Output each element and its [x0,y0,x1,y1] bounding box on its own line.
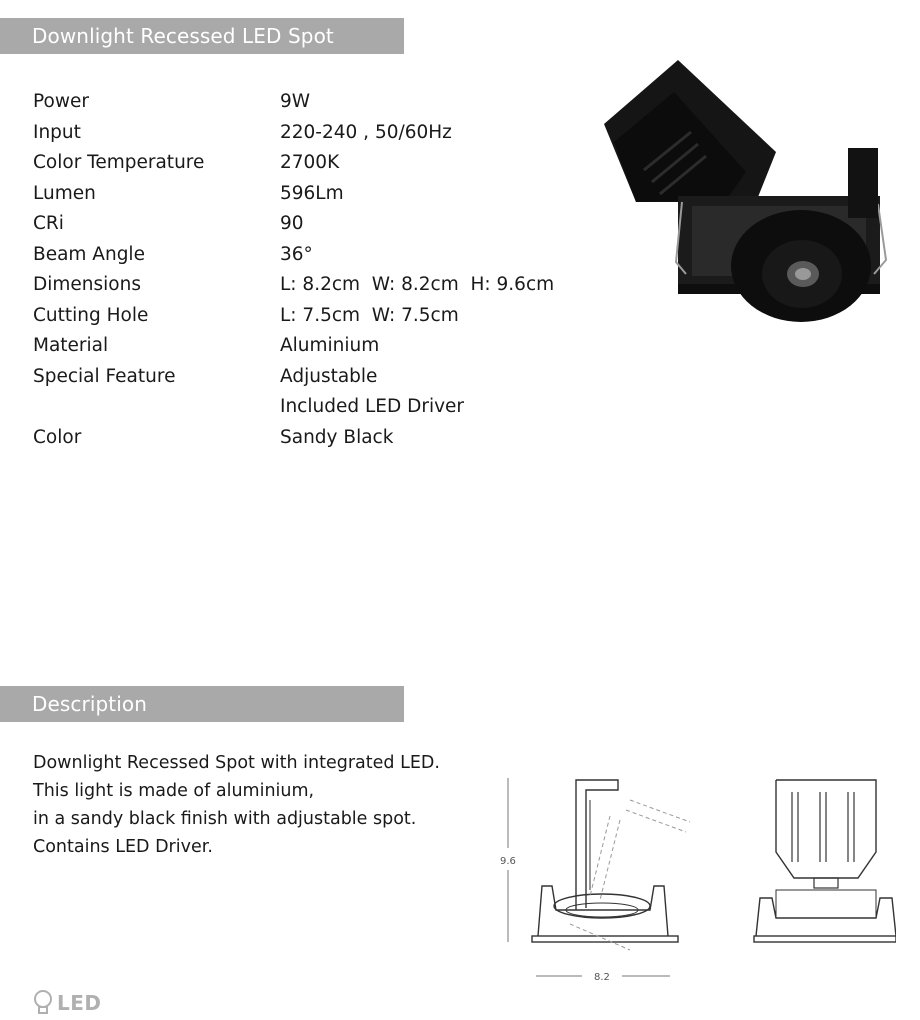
description-line: in a sandy black finish with adjustable spot. [33,809,417,829]
spec-label: Color [33,426,82,448]
technical-drawing-side [490,770,710,990]
spec-label: Input [33,121,81,143]
spec-value: Adjustable [280,365,378,387]
spec-value: Aluminium [280,335,380,356]
spec-value: L: 7.5cm W: 7.5cm [280,304,459,326]
spec-value: 36° [280,243,313,265]
spec-label: Lumen [33,182,96,204]
spec-value: L: 8.2cm W: 8.2cm H: 9.6cm [280,274,555,295]
spec-label: Special Feature [33,365,176,387]
spec-label: Dimensions [33,274,141,295]
spec-label: Cutting Hole [33,304,149,326]
spec-label: Power [33,91,89,112]
spec-label: CRi [33,213,64,234]
spec-value: Sandy Black [280,426,394,448]
bulb-icon [33,990,53,1016]
spec-label: Material [33,335,109,356]
spec-label: Color Temperature [33,152,205,173]
spec-value: 2700K [280,152,340,173]
footer-logo [33,990,102,1016]
description-text [33,749,440,861]
description-line: Contains LED Driver. [33,837,213,857]
height-dimension-label: 9.6 [500,856,516,867]
spec-value: Included LED Driver [280,396,465,417]
spec-value: 596Lm [280,182,344,204]
spec-label: Beam Angle [33,243,145,265]
spec-value: 90 [280,213,304,234]
description-line: Downlight Recessed Spot with integrated LED. [33,753,440,773]
description-title: Description [0,686,404,722]
technical-drawing-front [746,770,896,950]
spec-value: 9W [280,91,311,112]
width-dimension-label: 8.2 [594,972,610,983]
page-title: Downlight Recessed LED Spot [0,18,404,54]
logo-text: LED [57,991,102,1015]
spec-value: 220-240 , 50/60Hz [280,121,452,143]
description-line: This light is made of aluminium, [33,781,315,801]
product-photo [596,52,906,342]
